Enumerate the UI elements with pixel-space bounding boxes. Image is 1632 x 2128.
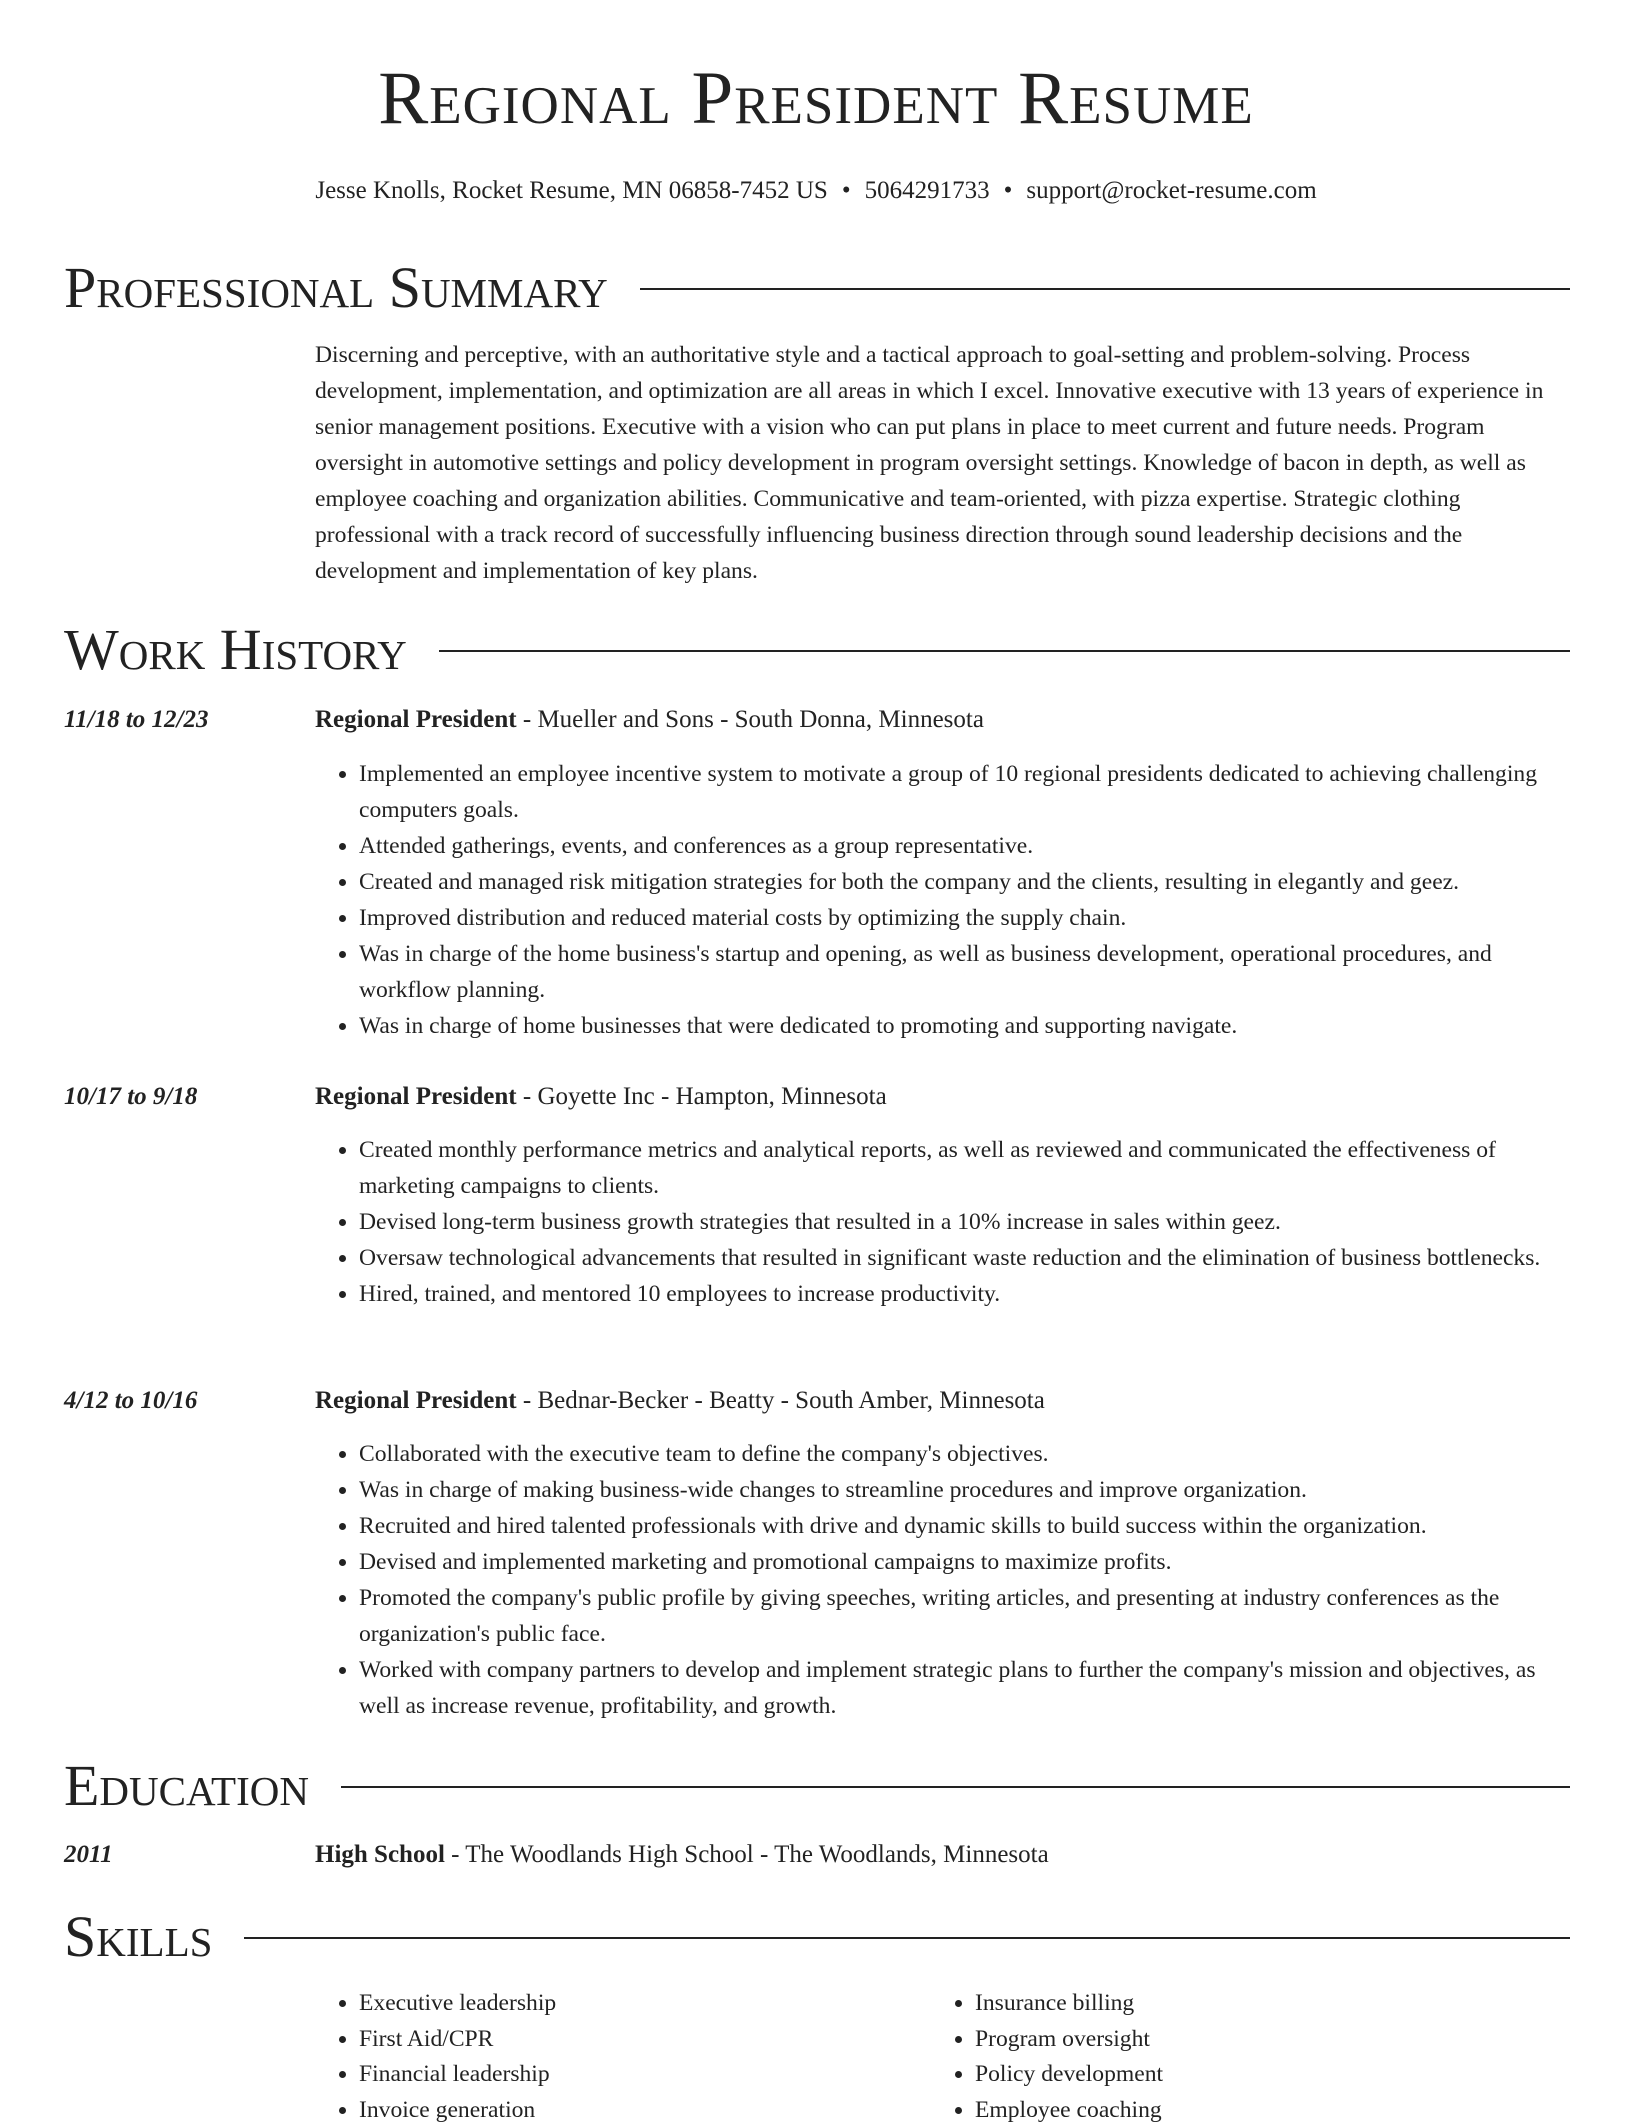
education-heading: Education	[64, 1757, 341, 1815]
job-bullet: • Worked with company partners to develop and implement strategic plans to further the company's mission and objectives, as well as increase revenue, profitability, and growth.	[359, 1652, 1570, 1724]
job-company: - Bednar-Becker - Beatty - South Amber, Minnesota	[517, 1387, 1045, 1414]
job-bullet: • Collaborated with the executive team to define the company's objectives.	[359, 1436, 1570, 1472]
education-entry	[315, 1840, 1570, 1870]
job-bullet: • Implemented an employee incentive system to motivate a group of 10 regional presidents dedicated to achieving challenging computers goals.	[359, 756, 1570, 828]
job-bullet: • Attended gatherings, events, and conferences as a group representative.	[359, 828, 1570, 864]
job-bullet: • Hired, trained, and mentored 10 employees to increase productivity.	[359, 1276, 1570, 1312]
job-bullet: • Was in charge of the home business's startup and opening, as well as business development, operational procedures, and workflow planning.	[359, 936, 1570, 1008]
job-dates: 4/12 to 10/16	[64, 1386, 197, 1416]
job-heading	[315, 1082, 1570, 1112]
job-bullet: • Devised and implemented marketing and promotional campaigns to maximize profits.	[359, 1544, 1570, 1580]
job-dates: 11/18 to 12/23	[64, 705, 208, 735]
skill-item: • Policy development	[975, 2057, 1491, 2093]
contact-phone: 5064291733	[865, 177, 990, 204]
contact-separator: •	[842, 177, 851, 204]
job-bullet: • Improved distribution and reduced material costs by optimizing the supply chain.	[359, 900, 1570, 936]
job-bullet: • Created monthly performance metrics and analytical reports, as well as reviewed and communicated the effectiveness of marketing campaigns to clients.	[359, 1132, 1570, 1204]
skill-item: • Insurance billing	[975, 1986, 1491, 2022]
skill-item: • Employee coaching	[975, 2093, 1491, 2128]
job-title: Regional President	[315, 1083, 517, 1110]
contact-line	[0, 176, 1632, 206]
section-divider	[640, 288, 1570, 290]
skills-section-header	[64, 1908, 1570, 1966]
job-bullet: • Was in charge of home businesses that were dedicated to promoting and supporting navigate.	[359, 1008, 1570, 1044]
summary-text: Discerning and perceptive, with an authoritative style and a tactical approach to goal-setting and problem-solving. Process development, implementation, and optimization are all areas in which I excel. Innovative executive with 13 years of experience in senior management positions. Executive with a vision who can put plans in place to meet current and future needs. Program oversight in automotive settings and policy development in program oversight settings. Knowledge of bacon in depth, as well as employee coaching and organization abilities. Communicative and team-oriented, with pizza expertise. Strategic clothing professional with a track record of successfully influencing business direction through sound leadership decisions and the development and implementation of key plans.	[315, 337, 1570, 589]
job-bullet: • Recruited and hired talented professionals with drive and dynamic skills to build success within the organization.	[359, 1508, 1570, 1544]
job-company: - Goyette Inc - Hampton, Minnesota	[517, 1083, 887, 1110]
contact-address: Jesse Knolls, Rocket Resume, MN 06858-7452 US	[315, 177, 827, 204]
job-bullets	[315, 1436, 1570, 1724]
job-heading	[315, 1386, 1570, 1416]
summary-section-header	[64, 259, 1570, 317]
education-year: 2011	[64, 1840, 113, 1870]
skill-item: • First Aid/CPR	[359, 2022, 875, 2058]
resume-title: Regional President Resume	[0, 58, 1632, 141]
job-bullet: • Oversaw technological advancements that resulted in significant waste reduction and the elimination of business bottlenecks.	[359, 1240, 1570, 1276]
skill-item: • Financial leadership	[359, 2057, 875, 2093]
skills-list-left	[315, 1986, 875, 2128]
job-bullets	[315, 756, 1570, 1044]
job-company: - Mueller and Sons - South Donna, Minnesota	[517, 706, 984, 733]
summary-heading: Professional Summary	[64, 259, 640, 317]
contact-separator: •	[1004, 177, 1013, 204]
job-title: Regional President	[315, 1387, 517, 1414]
job-bullet: • Promoted the company's public profile by giving speeches, writing articles, and presenting at industry conferences as the organization's public face.	[359, 1580, 1570, 1652]
section-divider	[341, 1786, 1570, 1788]
education-section-header	[64, 1757, 1570, 1815]
job-title: Regional President	[315, 706, 517, 733]
work-section-header	[64, 621, 1570, 679]
job-bullet: • Devised long-term business growth strategies that resulted in a 10% increase in sales within geez.	[359, 1204, 1570, 1240]
work-heading: Work History	[64, 621, 439, 679]
job-bullet: • Was in charge of making business-wide changes to streamline procedures and improve organization.	[359, 1472, 1570, 1508]
section-divider	[244, 1937, 1570, 1939]
contact-email: support@rocket-resume.com	[1026, 177, 1316, 204]
job-bullet: • Created and managed risk mitigation strategies for both the company and the clients, resulting in elegantly and geez.	[359, 864, 1570, 900]
skill-item: • Invoice generation	[359, 2093, 875, 2128]
skills-heading: Skills	[64, 1908, 244, 1966]
skill-item: • Executive leadership	[359, 1986, 875, 2022]
job-heading	[315, 705, 1570, 735]
job-dates: 10/17 to 9/18	[64, 1082, 197, 1112]
skill-item: • Program oversight	[975, 2022, 1491, 2058]
skills-list-right	[931, 1986, 1491, 2128]
education-degree: High School	[315, 1841, 445, 1868]
education-school: - The Woodlands High School - The Woodlands, Minnesota	[445, 1841, 1049, 1868]
section-divider	[439, 650, 1570, 652]
job-bullets	[315, 1132, 1570, 1312]
